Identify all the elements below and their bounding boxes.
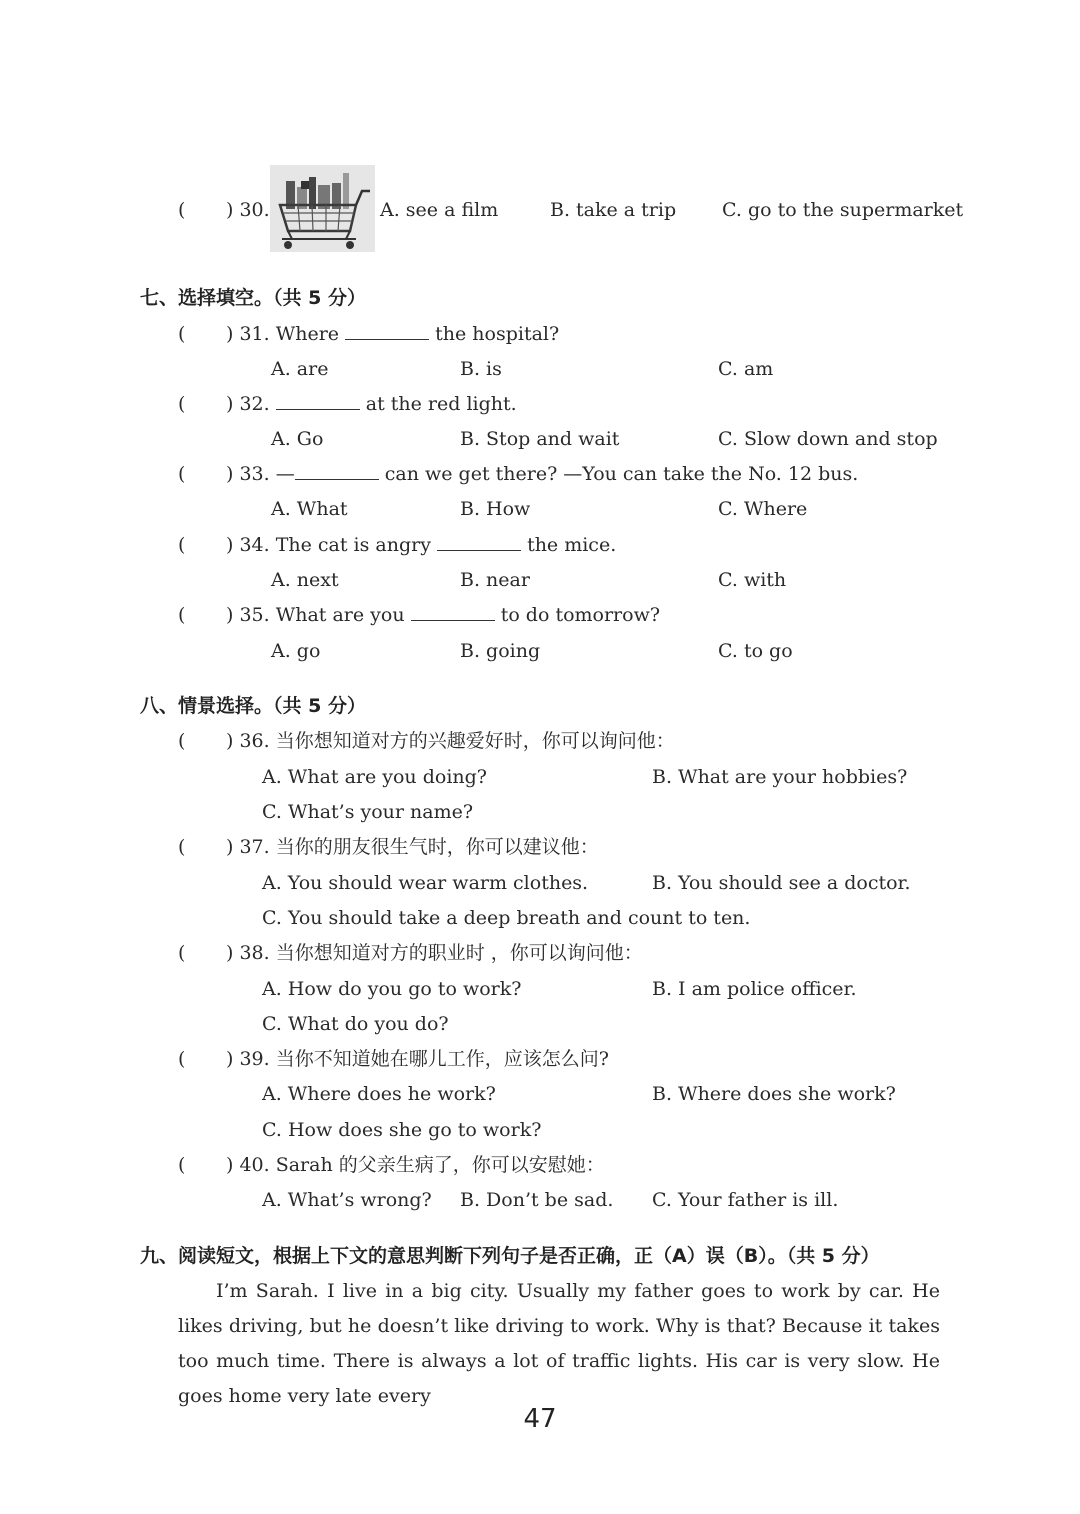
option-b: B. How [460, 498, 531, 520]
answer-paren: ( [178, 463, 186, 485]
option-b: B. What are your hobbies? [652, 766, 908, 788]
question-31 [226, 322, 559, 346]
option-c: C. What do you do? [262, 1013, 449, 1035]
blank-line [276, 393, 360, 410]
option-b: B. Where does she work? [652, 1083, 896, 1105]
option-b: B. is [460, 358, 502, 380]
option-b: B. near [460, 569, 530, 591]
shopping-cart-icon [270, 165, 375, 252]
question-32 [226, 392, 517, 416]
question-33 [226, 462, 858, 486]
section-8-title: 八、情景选择。（共 5 分） [140, 695, 366, 717]
answer-paren: ( [178, 323, 186, 345]
question-stem-end: the mice. [527, 534, 617, 556]
option-c: C. with [718, 569, 787, 591]
blank-line [345, 323, 429, 340]
question-36: ) 36. 当你想知道对方的兴趣爱好时，你可以询问他： [226, 730, 675, 752]
blank-line [437, 534, 521, 551]
option-b: B. going [460, 640, 541, 662]
option-b: B. take a trip [550, 199, 677, 221]
page-number: 47 [523, 1404, 557, 1434]
question-stem: ) 33. — [226, 463, 295, 485]
option-a: A. Where does he work? [262, 1083, 496, 1105]
answer-paren: ( [178, 199, 186, 221]
reading-passage [178, 1274, 940, 1414]
answer-paren: ( [178, 1154, 186, 1176]
question-stem: ) 31. Where [226, 323, 340, 345]
option-c: C. to go [718, 640, 793, 662]
option-a: A. What’s wrong? [262, 1189, 432, 1211]
option-c: C. Slow down and stop [718, 428, 938, 450]
answer-paren: ( [178, 1048, 186, 1070]
question-number: ) 30. [226, 199, 270, 221]
option-a: A. What [271, 498, 348, 520]
option-a: A. are [271, 358, 329, 380]
option-a: A. Go [271, 428, 324, 450]
answer-paren: ( [178, 836, 186, 858]
option-a: A. What are you doing? [262, 766, 487, 788]
option-c: C. Where [718, 498, 808, 520]
option-a: A. How do you go to work? [262, 978, 522, 1000]
option-a: A. see a film [380, 199, 499, 221]
passage-text: I’m Sarah. I live in a big city. Usually my father goes to work by car. He likes driving, but he doesn’t like driving to work. Why is that? Because it takes too much time. There is always a lot of traffic lights. His car is very slow. He goes home very late every [178, 1280, 940, 1407]
option-c: C. You should take a deep breath and count to ten. [262, 907, 751, 929]
option-b: B. Don’t be sad. [460, 1189, 614, 1211]
option-c: C. What’s your name? [262, 801, 474, 823]
question-stem-end: to do tomorrow? [500, 604, 661, 626]
answer-paren: ( [178, 534, 186, 556]
option-b: B. You should see a doctor. [652, 872, 911, 894]
answer-paren: ( [178, 730, 186, 752]
question-stem: ) 35. What are you [226, 604, 405, 626]
question-stem: ) 32. [226, 393, 270, 415]
option-b: B. I am police officer. [652, 978, 857, 1000]
option-c: C. am [718, 358, 774, 380]
option-a: A. next [271, 569, 339, 591]
option-c: C. How does she go to work? [262, 1119, 542, 1141]
question-stem: ) 34. The cat is angry [226, 534, 431, 556]
question-stem-end: the hospital? [435, 323, 560, 345]
answer-paren: ( [178, 942, 186, 964]
question-34 [226, 533, 616, 557]
blank-line [411, 604, 495, 621]
question-stem-end: at the red light. [365, 393, 517, 415]
question-39: ) 39. 当你不知道她在哪儿工作，应该怎么问? [226, 1048, 609, 1070]
option-a: A. You should wear warm clothes. [262, 872, 589, 894]
option-c: C. Your father is ill. [652, 1189, 839, 1211]
answer-paren: ( [178, 393, 186, 415]
option-a: A. go [271, 640, 321, 662]
blank-line [295, 463, 379, 480]
answer-paren: ( [178, 604, 186, 626]
option-c: C. go to the supermarket [722, 199, 964, 221]
section-9-title: 九、阅读短文，根据上下文的意思判断下列句子是否正确，正（A）误（B）。（共 5 分） [140, 1245, 880, 1267]
question-40: ) 40. Sarah 的父亲生病了，你可以安慰她： [226, 1154, 605, 1176]
question-stem-end: can we get there? —You can take the No. 12 bus. [384, 463, 859, 485]
question-38: ) 38. 当你想知道对方的职业时 ，你可以询问他： [226, 942, 643, 964]
question-35 [226, 603, 660, 627]
option-b: B. Stop and wait [460, 428, 620, 450]
question-37: ) 37. 当你的朋友很生气时，你可以建议他： [226, 836, 599, 858]
section-7-title: 七、选择填空。（共 5 分） [140, 287, 366, 309]
